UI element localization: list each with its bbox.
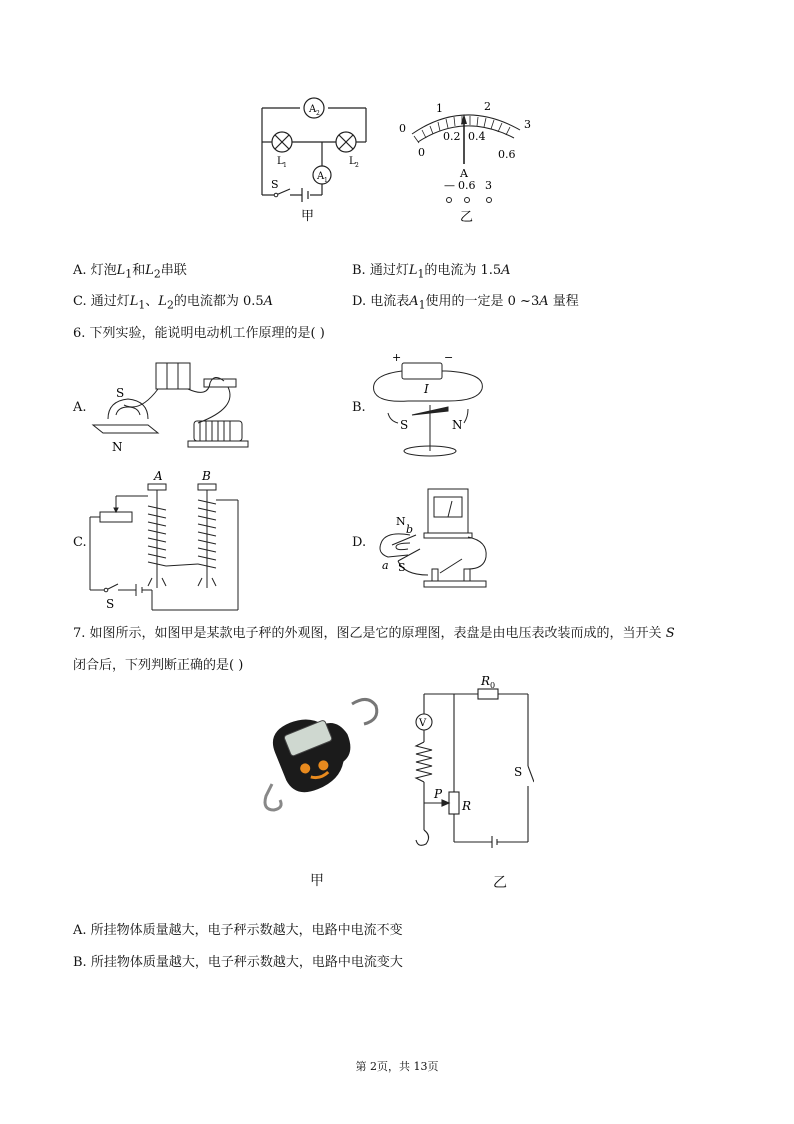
svg-text:P: P [434,787,443,801]
svg-text:S: S [514,765,523,779]
svg-text:N: N [396,515,406,528]
q7-fig-caption-yi: 乙 [493,875,507,891]
ammeter-a1-label: A [317,171,325,182]
svg-text:0: 0 [490,681,496,690]
switch-s-label: S [271,178,279,191]
voltmeter-label: V [419,718,427,729]
electronic-scale-photo [250,688,380,816]
svg-text:R: R [481,674,491,688]
svg-text:2: 2 [484,100,491,113]
svg-text:N: N [452,418,463,432]
q7-stem-line1: 7. 如图所示，如图甲是某款电子秤的外观图，图乙是它的原理图，表盘是由电压表改装而成的，当开关 S [73,626,675,641]
svg-text:0.6: 0.6 [458,179,476,192]
svg-text:0.2: 0.2 [443,130,461,143]
svg-text:A: A [154,469,163,483]
q6-stem: 6. 下列实验，能说明电动机工作原理的是( ) [73,326,325,341]
lamp-l2-label: L [349,156,356,167]
svg-text:3: 3 [485,179,492,192]
svg-text:+: + [392,353,402,364]
svg-text:S: S [116,386,125,400]
q6-option-a-label[interactable]: A. [73,400,87,415]
q7-fig-caption-jia: 甲 [310,873,324,889]
ammeter-dial-figure [392,96,542,231]
svg-text:0: 0 [399,122,406,135]
svg-text:B: B [202,469,211,483]
svg-text:0.4: 0.4 [468,130,486,143]
q5-option-d[interactable]: D. 电流表$A_1$使用的一定是 0 ~3A 量程 [352,294,579,312]
meter-unit-label: A [460,167,468,180]
svg-text:S: S [398,561,406,574]
svg-text:a: a [382,559,389,572]
page-footer: 第 2页，共 13页 [355,1060,439,1073]
svg-text:b: b [406,523,414,536]
q7-option-b[interactable]: B. 所挂物体质量越大，电子秤示数越大，电路中电流变大 [73,955,403,970]
svg-text:1: 1 [283,162,287,169]
ammeter-a2-label: A [309,104,317,115]
q6-figure-c-electromagnets [88,466,243,614]
q7-option-a[interactable]: A. 所挂物体质量越大，电子秤示数越大，电路中电流不变 [73,923,403,938]
svg-text:N: N [112,440,123,454]
svg-text:S: S [106,597,115,611]
q5-option-c[interactable]: C. 通过灯$L_1$、$L_2$的电流都为 0.5A [73,294,274,312]
q6-option-d-label[interactable]: D. [352,535,367,550]
svg-text:1: 1 [436,102,443,115]
q6-figure-a-electromagnet [88,353,263,458]
svg-text:2: 2 [355,162,359,169]
q5-circuit-figure [250,92,380,232]
q5-option-a[interactable]: A. 灯泡$L_1$和$L_2$串联 [73,263,187,281]
svg-text:S: S [400,418,409,432]
svg-text:2: 2 [316,110,320,117]
q6-figure-b-oersted [368,353,493,463]
svg-text:1: 1 [324,177,328,184]
q5-option-b[interactable]: B. 通过灯$L_1$的电流为 1.5A [352,263,511,281]
svg-text:—: — [444,179,455,192]
q7-stem-line2: 闭合后，下列判断正确的是( ) [73,658,244,673]
q6-option-b-label[interactable]: B. [352,400,366,415]
svg-text:3: 3 [524,118,531,131]
q5-fig-caption-jia: 甲 [301,209,315,224]
svg-text:−: − [444,353,454,364]
q5-fig-caption-yi: 乙 [460,210,474,225]
q7-scale-circuit-figure [404,672,534,858]
lamp-l1-label: L [277,156,284,167]
q6-option-c-label[interactable]: C. [73,535,87,550]
svg-text:0.6: 0.6 [498,148,516,161]
q6-figure-d-induction [368,485,498,597]
svg-text:I: I [424,382,429,396]
svg-text:R: R [462,799,472,813]
svg-text:0: 0 [418,146,425,159]
